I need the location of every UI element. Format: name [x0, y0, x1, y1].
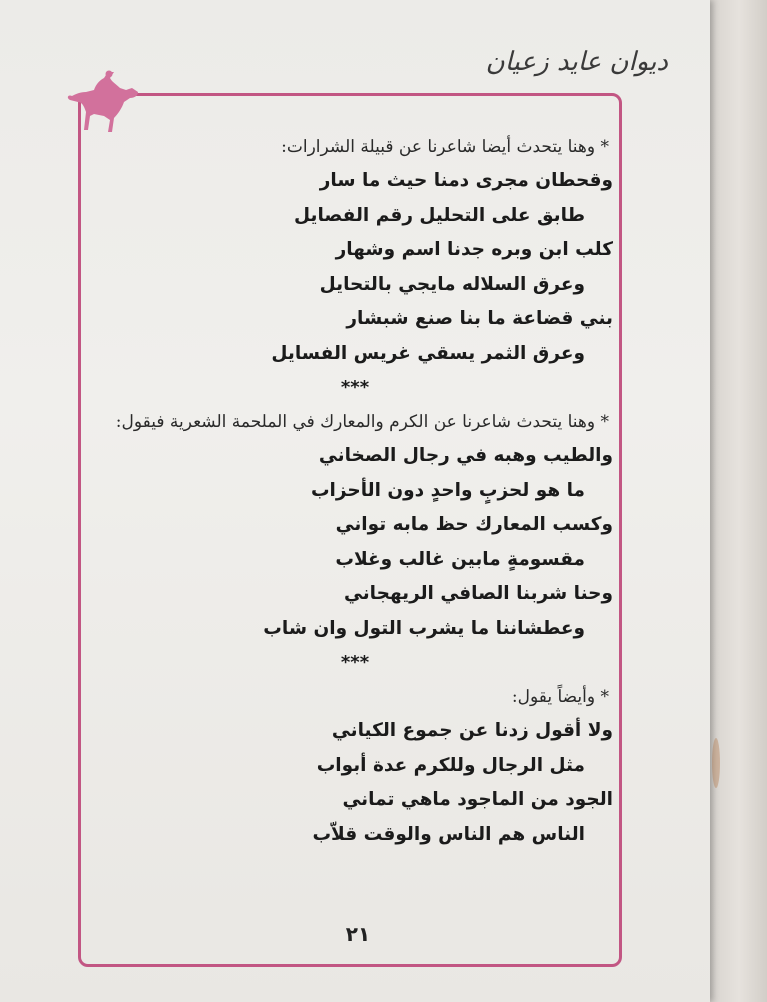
verse-line: والطيب وهبه في رجال الصخاني	[318, 445, 613, 466]
poem-content	[95, 130, 615, 852]
verse-line: وعرق الثمر يسقي غريس الفسايل	[271, 342, 585, 364]
horse-rider-icon	[64, 68, 142, 138]
verse-line: وحنا شربنا الصافي الريهجاني	[344, 583, 613, 604]
verse-line: وقحطان مجرى دمنا حيث ما سار	[319, 170, 613, 191]
header-title: ديوان عايد زعيان	[485, 47, 668, 77]
verse-line: الناس هم الناس والوقت قلاّب	[312, 823, 585, 845]
verse-line: ولا أقول زدنا عن جموع الكياني	[331, 720, 613, 741]
paper-stain	[712, 738, 720, 788]
verse-line: مثل الرجال وللكرم عدة أبواب	[316, 754, 585, 776]
verse-line: مقسومةٍ مابين غالب وغلاب	[335, 548, 585, 570]
verse-line: طابق على التحليل رقم الفصايل	[294, 204, 585, 226]
verse-line: وكسب المعارك حظ مابه تواني	[335, 514, 613, 535]
verse-line: الجود من الماجود ماهي تماني	[342, 789, 613, 810]
intro-text: * وهنا يتحدث أيضا شاعرنا عن قبيلة الشرارات:	[281, 137, 609, 157]
verse-line: وعطشاننا ما يشرب التول وان شاب	[263, 617, 585, 639]
page-number: ٢١	[345, 922, 371, 946]
verse-line: بني قضاعة ما بنا صنع شبشار	[346, 308, 613, 329]
verse-line: وعرق السلاله مايجي بالتحايل	[319, 273, 585, 295]
section-separator: ***	[340, 377, 370, 398]
intro-text: * وهنا يتحدث شاعرنا عن الكرم والمعارك في الملحمة الشعرية فيقول:	[115, 412, 609, 432]
verse-line: كلب ابن وبره جدنا اسم وشهار	[335, 239, 613, 260]
intro-text: * وأيضاً يقول:	[511, 687, 609, 707]
verse-line: ما هو لحزبٍ واحدٍ دون الأحزاب	[310, 479, 585, 501]
section-separator: ***	[340, 652, 370, 673]
